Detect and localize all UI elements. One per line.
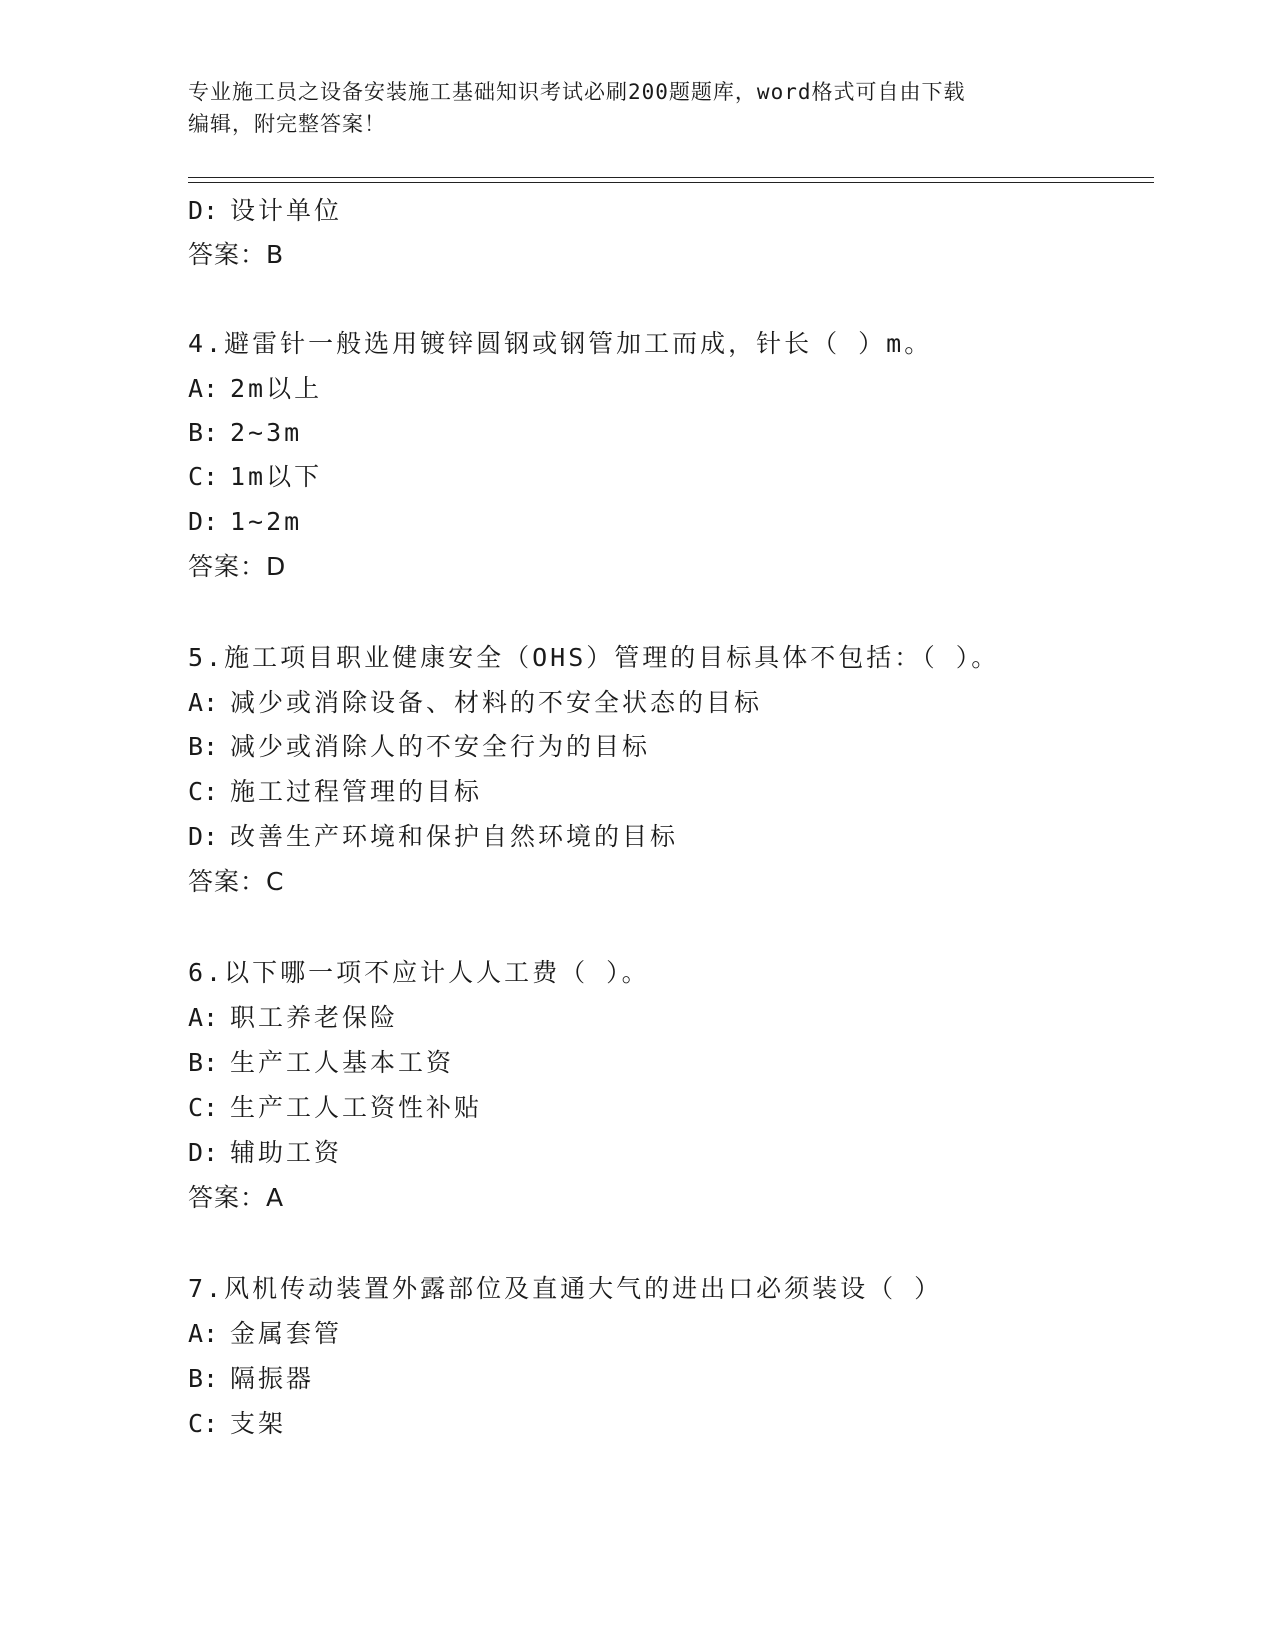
q4-option-d	[188, 505, 302, 539]
option-text: 职工养老保险	[230, 1003, 399, 1032]
header-line-1: 专业施工员之设备安装施工基础知识考试必刷200题题库，word格式可自由下载	[188, 80, 966, 104]
q5-stem: 5.施工项目职业健康安全（OHS）管理的目标具体不包括：（ ）。	[188, 643, 1000, 672]
q5-option-c	[188, 775, 482, 809]
q7-option-a	[188, 1317, 342, 1351]
q4-answer: 答案：D	[188, 552, 287, 581]
option-key: B:	[188, 1048, 219, 1077]
option-key: D:	[188, 196, 219, 225]
q6-option-a	[188, 1001, 398, 1035]
option-key: B:	[188, 1364, 219, 1393]
q4-option-a	[188, 372, 322, 406]
option-key: A:	[188, 688, 219, 717]
q6-option-d	[188, 1136, 342, 1170]
option-text: 减少或消除人的不安全行为的目标	[230, 732, 651, 761]
option-text: 生产工人工资性补贴	[230, 1093, 483, 1122]
option-key: A:	[188, 1003, 219, 1032]
option-key: D:	[188, 1138, 219, 1167]
option-text: 1~2m	[230, 507, 303, 536]
q5-option-a	[188, 686, 762, 720]
option-key: A:	[188, 1319, 219, 1348]
q4-stem: 4.避雷针一般选用镀锌圆钢或钢管加工而成，针长（ ）m。	[188, 329, 933, 358]
q4-option-c	[188, 460, 322, 494]
q5-option-d	[188, 820, 678, 854]
option-key: A:	[188, 374, 219, 403]
option-text: 1m以下	[230, 462, 323, 491]
q5-option-b	[188, 730, 650, 764]
document-header	[188, 76, 1088, 140]
option-key: D:	[188, 507, 219, 536]
q3-option-d	[188, 194, 342, 228]
header-divider-top	[188, 177, 1154, 178]
option-text: 2~3m	[230, 418, 303, 447]
q5-answer: 答案：C	[188, 867, 285, 896]
header-divider-bottom	[188, 182, 1154, 183]
option-text: 施工过程管理的目标	[230, 777, 483, 806]
q6-option-b	[188, 1046, 454, 1080]
option-key: C:	[188, 777, 219, 806]
option-text: 隔振器	[230, 1364, 315, 1393]
option-text: 2m以上	[230, 374, 323, 403]
header-line-2: 编辑，附完整答案！	[188, 112, 386, 136]
option-key: C:	[188, 1409, 219, 1438]
option-text: 金属套管	[230, 1319, 343, 1348]
option-text: 辅助工资	[230, 1138, 343, 1167]
option-text: 生产工人基本工资	[230, 1048, 455, 1077]
q3-answer: 答案：B	[188, 240, 285, 269]
option-key: D:	[188, 822, 219, 851]
option-text: 支架	[230, 1409, 287, 1438]
q6-answer: 答案：A	[188, 1183, 285, 1212]
q4-option-b	[188, 416, 302, 450]
option-text: 设计单位	[230, 196, 343, 225]
q7-option-c	[188, 1407, 286, 1441]
option-key: C:	[188, 462, 219, 491]
q6-stem: 6.以下哪一项不应计人人工费（ ）。	[188, 958, 650, 987]
option-key: C:	[188, 1093, 219, 1122]
q6-option-c	[188, 1091, 482, 1125]
q7-option-b	[188, 1362, 314, 1396]
option-text: 减少或消除设备、材料的不安全状态的目标	[230, 688, 763, 717]
option-text: 改善生产环境和保护自然环境的目标	[230, 822, 679, 851]
option-key: B:	[188, 418, 219, 447]
option-key: B:	[188, 732, 219, 761]
q7-stem: 7.风机传动装置外露部位及直通大气的进出口必须装设（ ）	[188, 1274, 943, 1303]
